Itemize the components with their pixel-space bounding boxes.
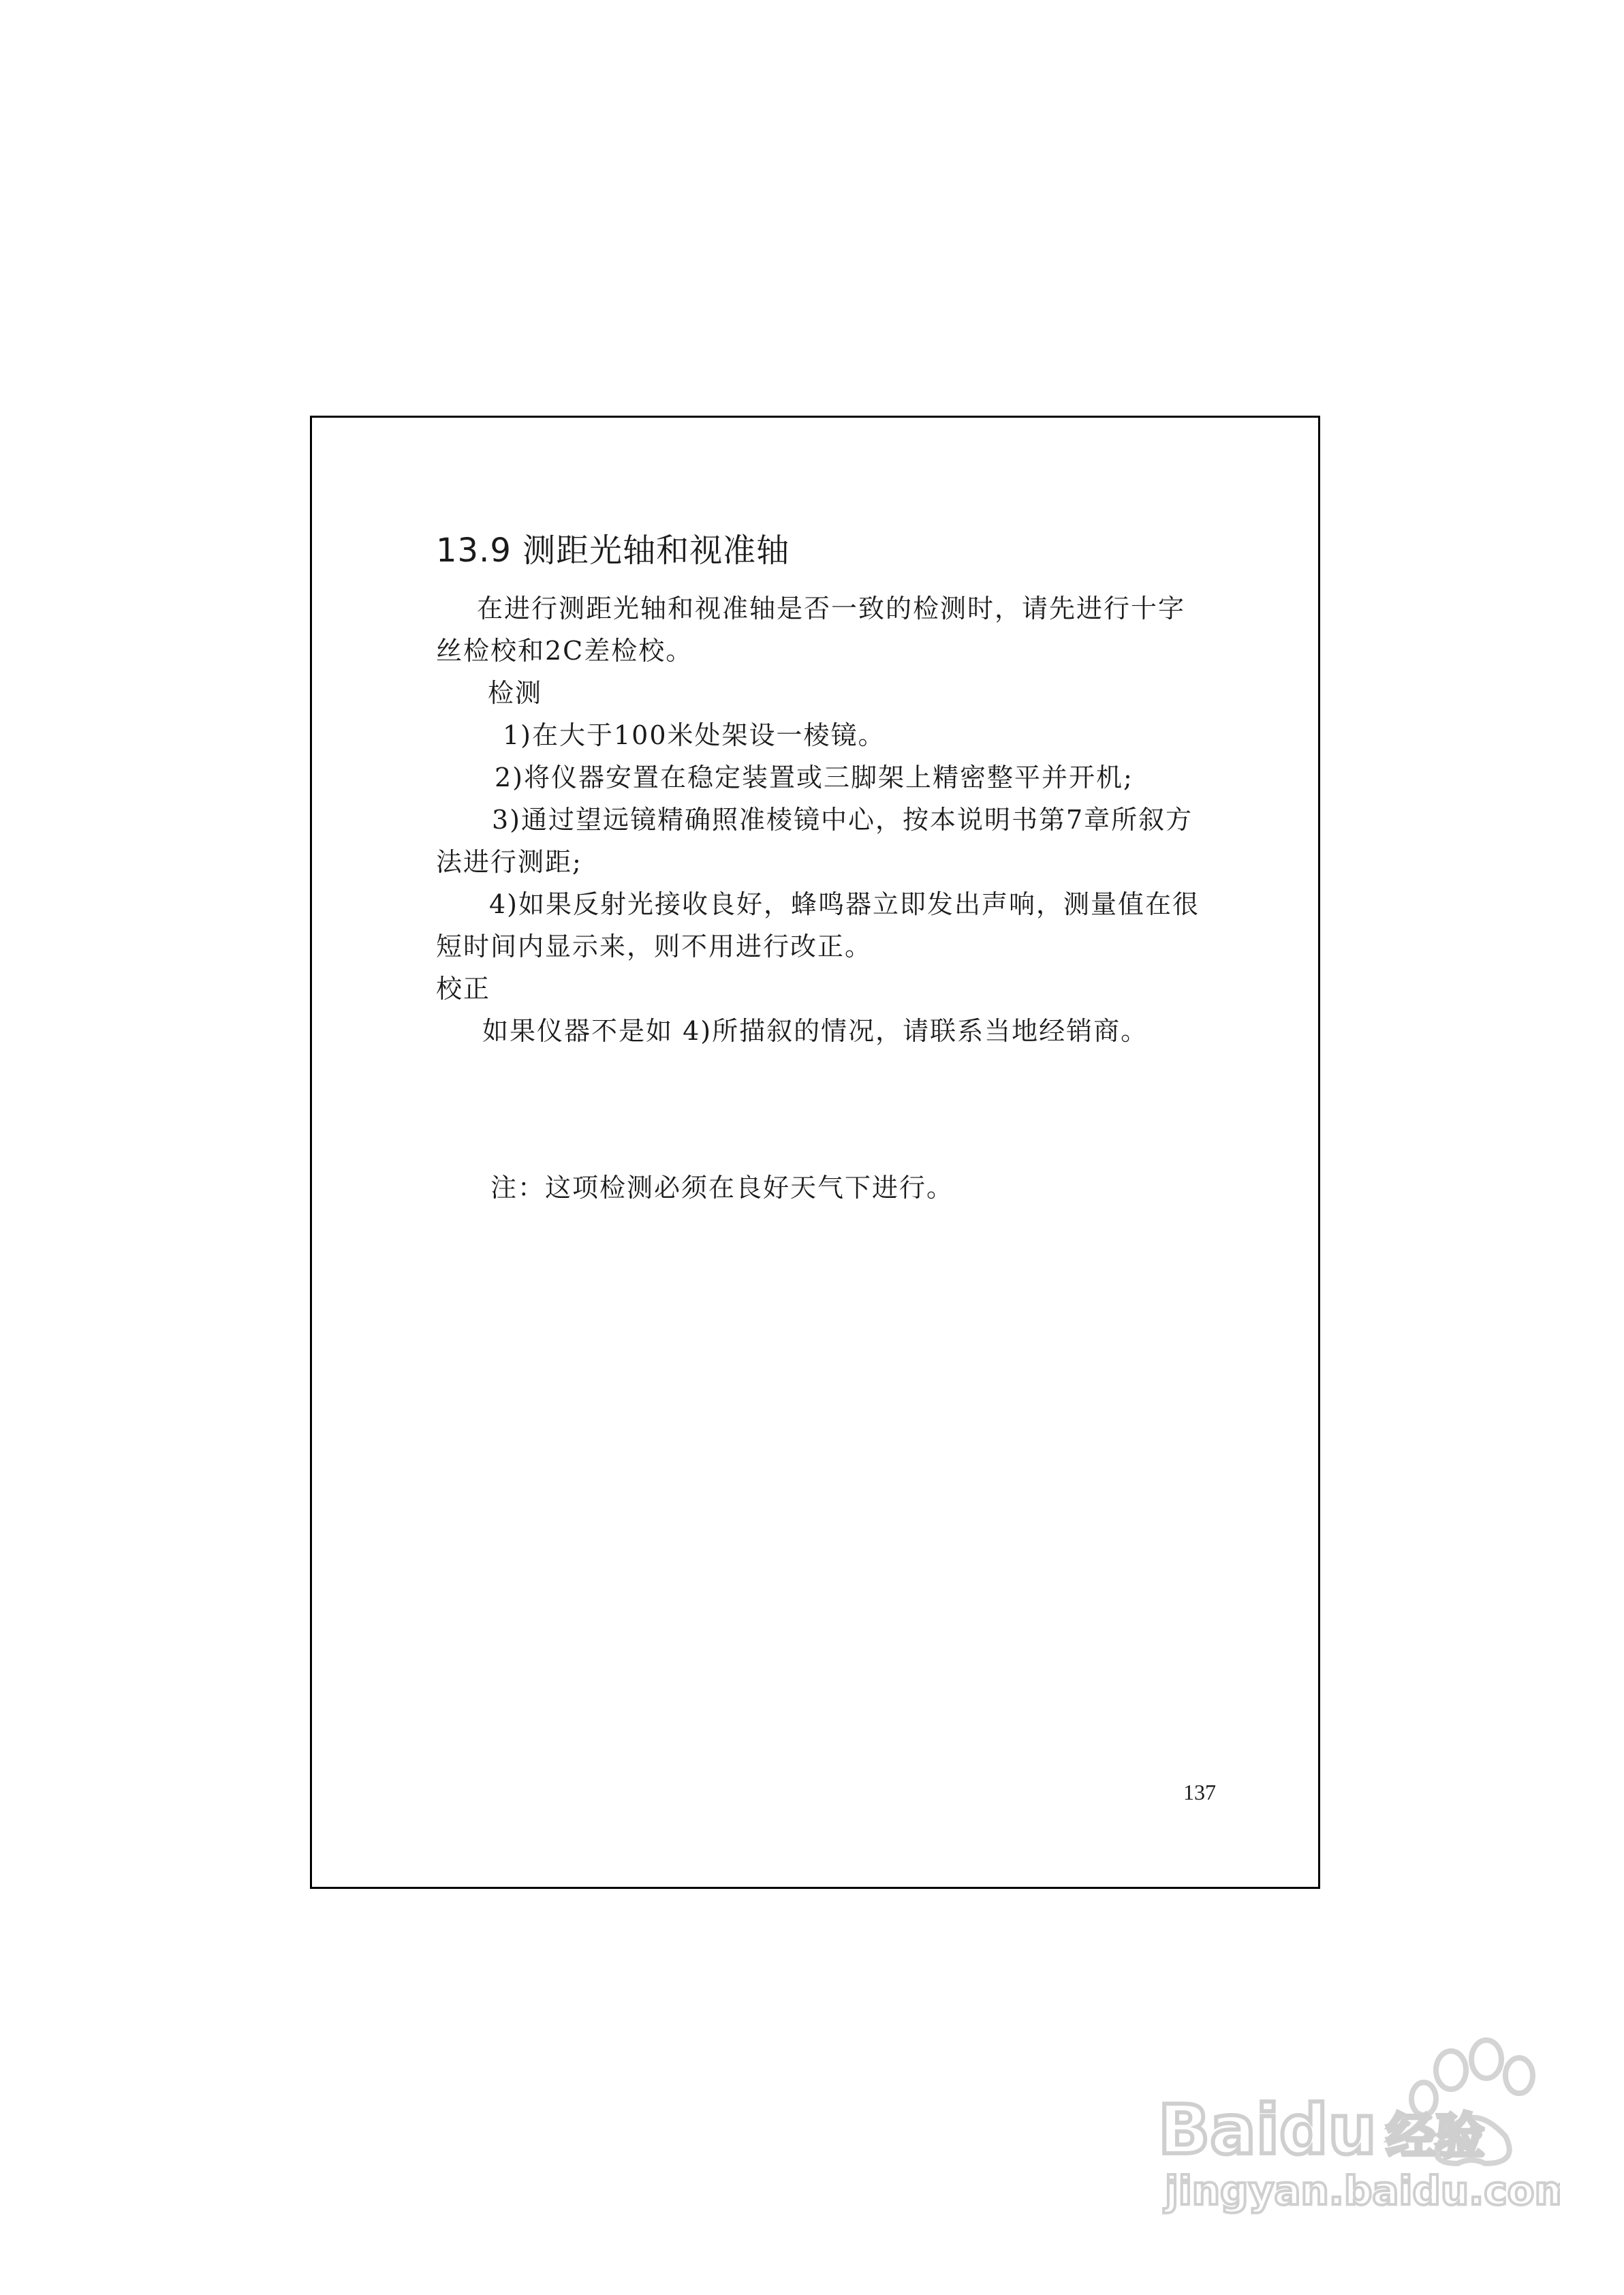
step-1: 1)在大于100米处架设一棱镜。 <box>503 720 886 750</box>
paw-logo-icon <box>1151 2017 1560 2221</box>
paragraph-line-2: 丝检校和2C差检校。 <box>436 636 693 666</box>
watermark-url: jingyan.baidu.com <box>1165 2168 1560 2214</box>
subheading-jiance: 检测 <box>488 678 543 708</box>
watermark-brand-cn: 经验 <box>1386 2108 1485 2165</box>
step-4: 4)如果反射光接收良好，蜂鸣器立即发出声响，测量值在很 <box>489 889 1200 919</box>
step-2: 2)将仪器安置在稳定装置或三脚架上精密整平并开机; <box>495 763 1134 792</box>
page-number: 137 <box>1183 1780 1216 1804</box>
paragraph-line-1: 在进行测距光轴和视准轴是否一致的检测时，请先进行十字 <box>477 594 1186 623</box>
step-3-continued: 法进行测距; <box>436 847 582 877</box>
watermark-brand: Baidu <box>1158 2090 1377 2170</box>
section-heading: 13.9 测距光轴和视准轴 <box>436 532 790 570</box>
step-3: 3)通过望远镜精确照准棱镜中心，按本说明书第7章所叙方 <box>492 805 1193 835</box>
correction-text: 如果仪器不是如 4)所描叙的情况，请联系当地经销商。 <box>482 1016 1149 1046</box>
subheading-jiaozheng: 校正 <box>436 974 491 1004</box>
step-4-continued: 短时间内显示来，则不用进行改正。 <box>436 931 873 961</box>
baidu-jingyan-watermark <box>1151 2017 1560 2221</box>
note-text: 注：这项检测必须在良好天气下进行。 <box>490 1173 954 1203</box>
